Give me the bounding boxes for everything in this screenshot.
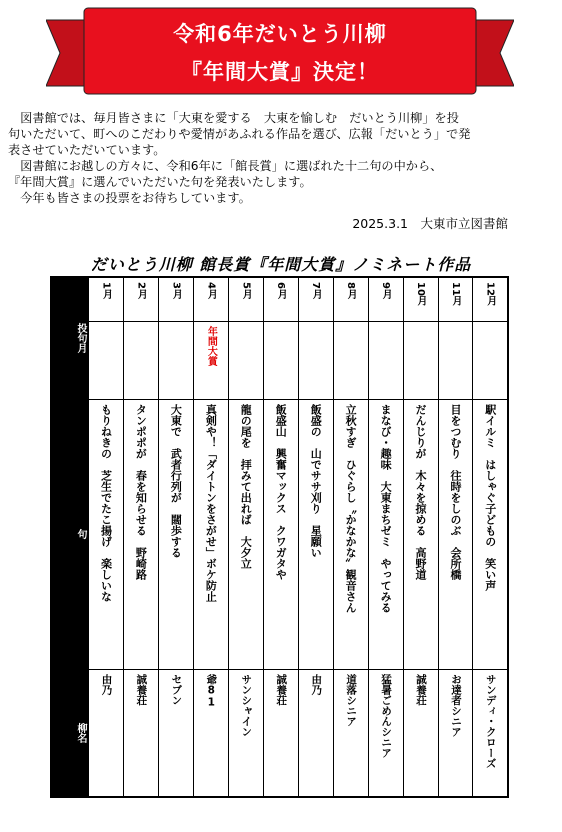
award-row bbox=[51, 321, 508, 399]
verse-cell: 龍の尾を 拝みて出れば 大夕立 bbox=[239, 403, 253, 569]
verse-cell: もりねきの 芝生でたこ揚げ 楽しいな bbox=[99, 403, 113, 602]
month-cell: 6月 bbox=[275, 282, 287, 299]
intro-line: 句いただいて、町へのこだわりや愛情があふれる作品を選び、広報「だいとう」で発 bbox=[8, 127, 471, 141]
publish-date: 2025.3.1 大東市立図書館 bbox=[352, 216, 508, 231]
author-cell: お達者シニア bbox=[450, 673, 462, 737]
title-banner bbox=[46, 6, 514, 102]
author-cell: 道落シニア bbox=[345, 673, 358, 726]
verse-row bbox=[51, 399, 508, 669]
row-label-author: 柳名 bbox=[51, 669, 89, 797]
month-cell: 4月 bbox=[205, 282, 217, 299]
banner-title-line1: 令和6年だいとう川柳 bbox=[173, 22, 387, 46]
intro-line: 表させていただいています。 bbox=[8, 143, 166, 157]
verse-cell: 大東で 武者行列が 闊歩する bbox=[169, 403, 183, 558]
author-cell: セブン bbox=[170, 673, 183, 705]
author-cell: 由乃 bbox=[100, 673, 113, 695]
month-cell: 3月 bbox=[170, 282, 182, 299]
grand-prize-badge: 年間大賞 bbox=[205, 325, 217, 366]
row-label-month: 投句月 bbox=[51, 277, 89, 399]
intro-line: 図書館にお越しの方々に、令和6年に「館長賞」に選ばれた十二句の中から、 bbox=[8, 159, 443, 173]
month-cell: 11月 bbox=[450, 282, 461, 306]
author-cell: 猛暑ごめんシニア bbox=[380, 673, 393, 758]
month-cell: 10月 bbox=[415, 282, 427, 306]
month-cell: 1月 bbox=[100, 282, 112, 299]
month-cell: 5月 bbox=[240, 282, 252, 299]
intro-text bbox=[8, 110, 556, 206]
author-cell: 誠養荘 bbox=[275, 673, 288, 705]
month-cell: 2月 bbox=[135, 282, 147, 299]
month-row bbox=[51, 277, 508, 321]
author-cell: 誠養荘 bbox=[135, 673, 148, 705]
author-cell: サンディ・クローズ bbox=[484, 673, 497, 768]
banner-title-line2: 『年間大賞』決定！ bbox=[181, 60, 379, 84]
verse-cell: まなび・趣味 大東まちゼミ やってみる bbox=[379, 403, 393, 613]
verse-cell: 真剣や！「ダイトンをさがせ」ボケ防止 bbox=[204, 403, 218, 602]
row-label-verse: 句 bbox=[51, 399, 89, 669]
author-row bbox=[51, 669, 508, 797]
verse-cell: 飯盛山 興奮マックス クワガタや bbox=[274, 403, 288, 580]
intro-line: 『年間大賞』に選んでいただいた句を発表いたします。 bbox=[8, 175, 312, 189]
author-cell: 誠養荘 bbox=[415, 673, 428, 705]
author-cell: 爺81 bbox=[205, 673, 218, 708]
verse-cell: タンポポが 春を知らせる 野崎路 bbox=[134, 403, 148, 580]
intro-line: 図書館では、毎月皆さまに「大東を愛する 大東を愉しむ だいとう川柳」を投 bbox=[8, 111, 459, 125]
month-cell: 8月 bbox=[345, 282, 357, 299]
month-cell: 9月 bbox=[380, 282, 392, 299]
month-cell: 7月 bbox=[310, 282, 322, 299]
verse-cell: 駅イルミ はしゃぐ子どもの 笑い声 bbox=[483, 403, 497, 591]
nominee-table bbox=[50, 276, 509, 798]
verse-cell: 立秋すぎ ひぐらし〝かなかな〟観音さん bbox=[344, 403, 358, 613]
author-cell: サンシャイン bbox=[240, 673, 253, 737]
verse-cell: だんじりが 木々を掠める 高野道 bbox=[414, 403, 428, 580]
author-cell: 由乃 bbox=[310, 673, 323, 695]
verse-cell: 目をつむり 往時をしのぶ 会所橋 bbox=[449, 403, 462, 580]
table-subtitle: だいとう川柳 館長賞『年間大賞』ノミネート作品 bbox=[90, 255, 472, 274]
verse-cell: 飯盛の 山でササ刈り 星願い bbox=[309, 403, 323, 558]
month-cell: 12月 bbox=[484, 282, 496, 306]
intro-line: 今年も皆さまの投票をお待ちしています。 bbox=[8, 191, 251, 205]
